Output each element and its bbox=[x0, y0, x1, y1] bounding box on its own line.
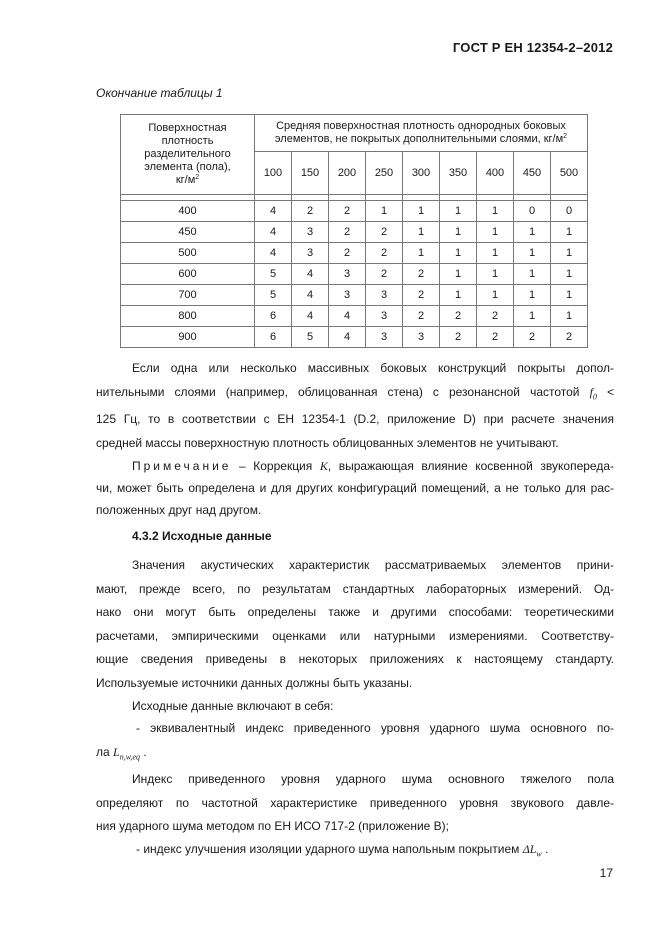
table-cell: 1 bbox=[514, 222, 551, 243]
text-line: мают, прежде всего, по результатам стандартных лабораторных измерений. Од- bbox=[96, 581, 614, 596]
frequency-symbol: f bbox=[589, 384, 593, 399]
table-cell: 6 bbox=[255, 306, 292, 327]
table-cell: 4 bbox=[292, 306, 329, 327]
text-line: Значения акустических характеристик рассматриваемых элементов прини- bbox=[132, 558, 614, 572]
unit-superscript: 2 bbox=[563, 133, 568, 140]
table-cell: 2 bbox=[366, 222, 403, 243]
table-cell: 1 bbox=[440, 285, 477, 306]
table-cell: 2 bbox=[292, 201, 329, 222]
table-cell: 2 bbox=[366, 243, 403, 264]
table-cell: 2 bbox=[514, 327, 551, 348]
column-header: 400 bbox=[477, 152, 514, 195]
text-line: ла $L_{n,w,eq}$ . bbox=[96, 744, 147, 761]
table-cell: 5 bbox=[292, 327, 329, 348]
table-cell: 1 bbox=[366, 201, 403, 222]
table-cell: 1 bbox=[403, 201, 440, 222]
column-header: 150 bbox=[292, 152, 329, 195]
row-header-line: Поверхностная bbox=[148, 122, 227, 134]
table-cell: 0 bbox=[514, 201, 551, 222]
row-header-line: плотность bbox=[161, 135, 214, 147]
table-cell: 4 bbox=[255, 222, 292, 243]
span-header-line: элементов, не покрытых дополнительными слоями, $кг/м^2$ bbox=[274, 133, 568, 145]
row-mass-cell: 900 bbox=[121, 327, 255, 348]
table-cell: 1 bbox=[551, 306, 588, 327]
table-cell: 3 bbox=[292, 243, 329, 264]
table-cell: 1 bbox=[477, 201, 514, 222]
table-cell: 3 bbox=[329, 264, 366, 285]
surface-density-table bbox=[120, 114, 588, 348]
document-code: ГОСТ Р ЕН 12354-2–2012 bbox=[452, 40, 613, 55]
column-header: 350 bbox=[440, 152, 477, 195]
text-line: Примечание – Коррекция K, выражающая влияние косвенной звукопереда- bbox=[132, 459, 615, 473]
table-row bbox=[121, 264, 588, 285]
text-line: - эквивалентный индекс приведенного уровня ударного шума основного по- bbox=[136, 721, 614, 735]
table-row bbox=[121, 201, 588, 222]
table-cell: 1 bbox=[477, 285, 514, 306]
note-block bbox=[96, 455, 614, 521]
text-line: нительными слоями (например, облицованная стена) с резонансной частотой $f_0$ < bbox=[96, 384, 614, 401]
table-cell: 4 bbox=[255, 201, 292, 222]
delta-level-subscript: w bbox=[536, 849, 542, 859]
paragraph-input-data bbox=[96, 554, 614, 719]
row-mass-cell: 800 bbox=[121, 306, 255, 327]
table-cell: 2 bbox=[440, 306, 477, 327]
table-cell: 3 bbox=[403, 327, 440, 348]
text-line: нако они могут быть определены также и другими способами: теоретическими bbox=[96, 605, 614, 619]
list-item-covering-index bbox=[96, 838, 614, 866]
span-header-line: Средняя поверхностная плотность однородных боковых bbox=[276, 120, 566, 132]
span-header-cell bbox=[255, 115, 588, 152]
table-cell: 1 bbox=[477, 243, 514, 264]
table-cell: 5 bbox=[255, 285, 292, 306]
row-mass-cell: 400 bbox=[121, 201, 255, 222]
table-cell: 2 bbox=[403, 306, 440, 327]
text-line: Если одна или несколько массивных боковых конструкций покрыты допол- bbox=[132, 361, 614, 375]
table-row bbox=[121, 306, 588, 327]
table-cell: 1 bbox=[514, 264, 551, 285]
unit-superscript: 2 bbox=[195, 174, 200, 181]
table-cell: 2 bbox=[477, 327, 514, 348]
table-cell: 2 bbox=[329, 201, 366, 222]
column-header: 200 bbox=[329, 152, 366, 195]
table-cell: 1 bbox=[440, 243, 477, 264]
table-cell: 2 bbox=[440, 327, 477, 348]
note-label: Примечание bbox=[132, 459, 232, 473]
text-line: чи, может быть определена и для других конфигураций помещений, а не только для рас- bbox=[96, 481, 614, 495]
table-body bbox=[121, 195, 588, 348]
table-cell: 4 bbox=[329, 327, 366, 348]
page-number: 17 bbox=[599, 866, 613, 880]
table-cell: 2 bbox=[329, 222, 366, 243]
table-cell: 2 bbox=[366, 264, 403, 285]
text-line: 125 Гц, то в соответствии с ЕН 12354-1 (D.2, приложение D) при расчете значения bbox=[96, 412, 614, 427]
table-cell: 1 bbox=[551, 222, 588, 243]
paragraph-floor-method bbox=[96, 768, 614, 839]
table-cell: 2 bbox=[551, 327, 588, 348]
text-line: - индекс улучшения изоляции ударного шума напольным покрытием $\Delta L_w$ . bbox=[136, 842, 549, 859]
delta-level-symbol: ΔL bbox=[522, 842, 537, 856]
frequency-subscript: 0 bbox=[592, 391, 597, 401]
text-line: Индекс приведенного уровня ударного шума основного тяжелого пола bbox=[132, 772, 614, 786]
level-symbol: L bbox=[113, 744, 120, 759]
table-cell: 2 bbox=[329, 243, 366, 264]
table-cell: 2 bbox=[477, 306, 514, 327]
table-cell: 6 bbox=[255, 327, 292, 348]
correction-symbol: K bbox=[319, 459, 328, 473]
column-header: 100 bbox=[255, 152, 292, 195]
row-mass-cell: 500 bbox=[121, 243, 255, 264]
table-caption: Окончание таблицы 1 bbox=[96, 86, 223, 100]
table-cell: 3 bbox=[366, 285, 403, 306]
table-cell: 4 bbox=[292, 285, 329, 306]
table-cell: 3 bbox=[329, 285, 366, 306]
table-row bbox=[121, 222, 588, 243]
column-header: 300 bbox=[403, 152, 440, 195]
table-cell: 2 bbox=[403, 264, 440, 285]
column-header: 250 bbox=[366, 152, 403, 195]
table-cell: 1 bbox=[551, 243, 588, 264]
text-line: определяют по частотной характеристике приведенного уровня звукового давле- bbox=[96, 795, 614, 810]
level-subscript: n,w,eq bbox=[119, 751, 140, 761]
text-line: положенных друг над другом. bbox=[96, 503, 262, 517]
table-cell: 1 bbox=[551, 285, 588, 306]
table-cell: 3 bbox=[366, 306, 403, 327]
text-line: расчетами, эмпирическими оценками или натурными измерениями. Соответству- bbox=[96, 628, 614, 643]
table-cell: 1 bbox=[440, 222, 477, 243]
table-cell: 3 bbox=[366, 327, 403, 348]
table-cell: 4 bbox=[329, 306, 366, 327]
text-line: ющие сведения приведены в некоторых приложениях к настоящему стандарту. bbox=[96, 652, 614, 666]
table-row bbox=[121, 285, 588, 306]
table-cell: 3 bbox=[292, 222, 329, 243]
list-item-floor-index bbox=[96, 717, 614, 768]
table-row bbox=[121, 243, 588, 264]
row-mass-cell: 450 bbox=[121, 222, 255, 243]
table-cell: 4 bbox=[255, 243, 292, 264]
table-cell: 4 bbox=[292, 264, 329, 285]
row-header-line: $кг/м^2$ bbox=[175, 174, 200, 186]
row-mass-cell: 700 bbox=[121, 285, 255, 306]
section-heading: 4.3.2 Исходные данные bbox=[132, 529, 272, 543]
text-line: Исходные данные включают в себя: bbox=[132, 699, 334, 713]
table-cell: 1 bbox=[514, 285, 551, 306]
table-cell: 1 bbox=[403, 222, 440, 243]
row-header-cell bbox=[121, 115, 255, 195]
table-cell: 1 bbox=[440, 201, 477, 222]
table-cell: 5 bbox=[255, 264, 292, 285]
row-header-line: элемента (пола), bbox=[144, 161, 231, 173]
table-cell: 0 bbox=[551, 201, 588, 222]
table-cell: 1 bbox=[477, 222, 514, 243]
row-header-line: разделительного bbox=[144, 148, 231, 160]
paragraph-lined-flanking bbox=[96, 357, 614, 455]
table-cell: 1 bbox=[514, 243, 551, 264]
text-line: ния ударного шума методом по ЕН ИСО 717-2 (приложение В); bbox=[96, 819, 449, 833]
column-header: 450 bbox=[514, 152, 551, 195]
column-header: 500 bbox=[551, 152, 588, 195]
table-cell: 1 bbox=[477, 264, 514, 285]
table-cell: 2 bbox=[403, 285, 440, 306]
table-cell: 1 bbox=[403, 243, 440, 264]
text-line: средней массы поверхностную плотность облицованных элементов не учитывают. bbox=[96, 435, 559, 450]
table-cell: 1 bbox=[440, 264, 477, 285]
table-cell: 1 bbox=[551, 264, 588, 285]
table-cell: 1 bbox=[514, 306, 551, 327]
table-row bbox=[121, 327, 588, 348]
text-line: Используемые источники данных должны быть указаны. bbox=[96, 675, 413, 690]
row-mass-cell: 600 bbox=[121, 264, 255, 285]
